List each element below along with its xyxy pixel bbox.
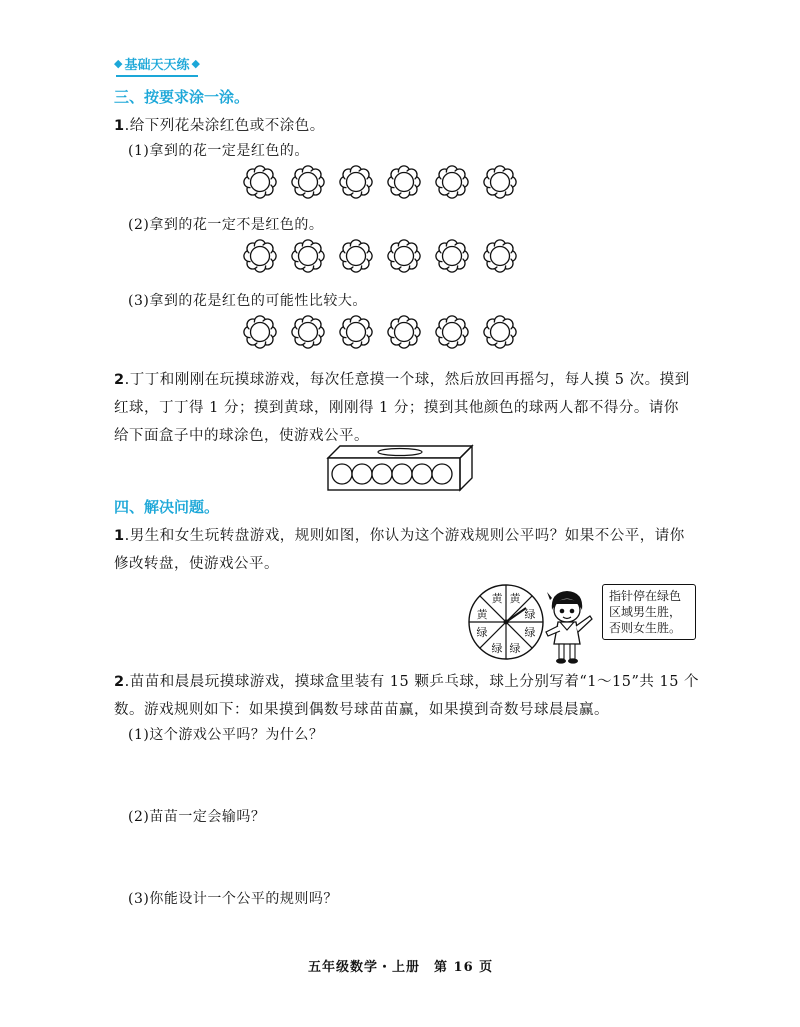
flower-icon[interactable] (338, 238, 374, 274)
flower-icon[interactable] (482, 164, 518, 200)
flower-icon[interactable] (434, 238, 470, 274)
ball[interactable] (412, 464, 432, 484)
ball-box (326, 444, 474, 492)
flower-icon[interactable] (290, 314, 326, 350)
sub-question-4-2-2: (2)苗苗一定会输吗？ (128, 809, 266, 825)
spinner-wheel (466, 582, 546, 662)
flower-icon[interactable] (290, 238, 326, 274)
flower-icon[interactable] (386, 238, 422, 274)
question-number: 2 (114, 674, 125, 690)
flower-icon[interactable] (434, 164, 470, 200)
section-tag (114, 54, 200, 73)
flower-icon[interactable] (386, 314, 422, 350)
spinner-label: 绿 (509, 642, 521, 655)
question-number: 1 (114, 528, 125, 544)
spinner-label: 绿 (524, 626, 536, 639)
question-3-2-line-1 (114, 368, 690, 389)
question-text: .给下列花朵涂红色或不涂色。 (124, 118, 325, 134)
flower-icon[interactable] (482, 238, 518, 274)
sub-question-4-2-3: (3)你能设计一个公平的规则吗？ (128, 891, 338, 907)
flower-row-3 (242, 314, 518, 350)
question-4-1-line-1 (114, 524, 685, 545)
question-text: .丁丁和刚刚在玩摸球游戏，每次任意摸一个球，然后放回再摇匀，每人摸 5 次。摸到 (124, 372, 690, 388)
flower-row-2 (242, 238, 518, 274)
question-3-1 (114, 114, 325, 135)
question-4-2-line-1 (114, 670, 699, 691)
speech-bubble: 指针停在绿色区域男生胜，否则女生胜。 (602, 584, 696, 640)
girl-illustration (540, 586, 594, 666)
sub-question-3: (3)拿到的花是红色的可能性比较大。 (128, 293, 367, 309)
question-3-2-line-2: 红球，丁丁得 1 分；摸到黄球，刚刚得 1 分；摸到其他颜色的球两人都不得分。请你 (114, 400, 679, 416)
section-4-title: 四、解决问题。 (114, 498, 220, 516)
spinner-label: 黄 (476, 608, 488, 621)
flower-icon[interactable] (482, 314, 518, 350)
question-number: 2 (114, 372, 125, 388)
flower-icon[interactable] (434, 314, 470, 350)
spinner-label: 黄 (509, 592, 521, 605)
question-text: .男生和女生玩转盘游戏，规则如图，你认为这个游戏规则公平吗？如果不公平，请你 (124, 528, 685, 544)
diamond-icon: ◆ (191, 57, 200, 70)
page-footer: 五年级数学・上册 第 16 页 (308, 960, 494, 975)
ball[interactable] (372, 464, 392, 484)
sub-question-1: (1)拿到的花一定是红色的。 (128, 143, 309, 159)
question-text: .苗苗和晨晨玩摸球游戏，摸球盒里装有 15 颗乒乓球，球上分别写着“1～15”共 15 个 (124, 674, 700, 690)
flower-icon[interactable] (338, 314, 374, 350)
section-3-title: 三、按要求涂一涂。 (114, 88, 250, 106)
question-number: 1 (114, 118, 125, 134)
flower-icon[interactable] (242, 164, 278, 200)
flower-icon[interactable] (386, 164, 422, 200)
section-tag-label: 基础天天练 (124, 58, 190, 73)
question-3-2-line-3: 给下面盒子中的球涂色，使游戏公平。 (114, 428, 369, 444)
ball[interactable] (352, 464, 372, 484)
spinner-label: 绿 (524, 608, 536, 621)
sub-question-2: (2)拿到的花一定不是红色的。 (128, 217, 324, 233)
flower-icon[interactable] (242, 238, 278, 274)
diamond-icon: ◆ (114, 57, 123, 70)
spinner-label: 绿 (476, 626, 488, 639)
flower-row-1 (242, 164, 518, 200)
question-4-2-line-2: 数。游戏规则如下：如果摸到偶数号球苗苗赢，如果摸到奇数号球晨晨赢。 (114, 702, 609, 718)
flower-icon[interactable] (242, 314, 278, 350)
spinner-label: 黄 (491, 592, 503, 605)
tag-underline (116, 75, 198, 77)
sub-question-4-2-1: (1)这个游戏公平吗？为什么？ (128, 727, 324, 743)
flower-icon[interactable] (338, 164, 374, 200)
spinner-label: 绿 (491, 642, 503, 655)
ball[interactable] (432, 464, 452, 484)
flower-icon[interactable] (290, 164, 326, 200)
ball[interactable] (392, 464, 412, 484)
question-4-1-line-2: 修改转盘，使游戏公平。 (114, 556, 279, 572)
ball[interactable] (332, 464, 352, 484)
